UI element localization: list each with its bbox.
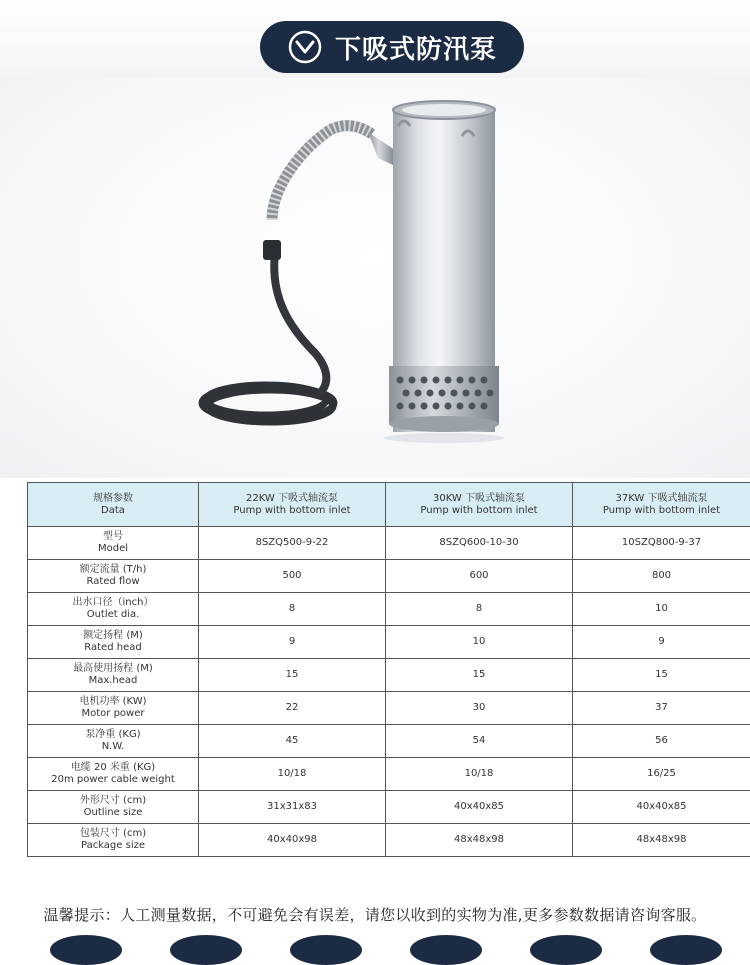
table-cell: 40x40x85 [573,791,750,824]
table-cell: 54 [386,725,573,758]
row-label: 型号 Model [28,527,199,560]
table-row [28,725,750,758]
title-banner [260,21,524,73]
table-row [28,659,750,692]
decorative-arc [410,935,482,965]
table-cell: 40x40x98 [199,824,386,857]
table-cell: 16/25 [573,758,750,791]
header-cell: 规格参数 Data [28,483,199,527]
table-row [28,758,750,791]
table-row [28,692,750,725]
table-cell: 600 [386,560,573,593]
table-row [28,527,750,560]
table-cell: 9 [573,626,750,659]
table-cell: 10/18 [199,758,386,791]
table-header-row [28,483,750,527]
table-cell: 30 [386,692,573,725]
row-label: 出水口径（inch） Outlet dia. [28,593,199,626]
row-label: 额定扬程 (M) Rated head [28,626,199,659]
table-cell: 8SZQ500-9-22 [199,527,386,560]
spec-table [27,482,750,857]
decorative-arc [170,935,242,965]
header-cell: 30KW 下吸式轴流泵 Pump with bottom inlet [386,483,573,527]
decorative-arc [530,935,602,965]
table-cell: 22 [199,692,386,725]
row-label: 电机功率 (KW) Motor power [28,692,199,725]
decorative-arc [650,935,722,965]
row-label: 泵净重 (KG) N.W. [28,725,199,758]
table-cell: 500 [199,560,386,593]
table-cell: 31x31x83 [199,791,386,824]
table-cell: 56 [573,725,750,758]
table-cell: 10 [573,593,750,626]
cable-coil [202,385,334,422]
table-cell: 48x48x98 [386,824,573,857]
table-row [28,626,750,659]
table-row [28,824,750,857]
row-label: 包装尺寸 (cm) Package size [28,824,199,857]
table-cell: 10/18 [386,758,573,791]
table-cell: 37 [573,692,750,725]
row-label: 外形尺寸 (cm) Outline size [28,791,199,824]
table-cell: 15 [199,659,386,692]
header-cell: 37KW 下吸式轴流泵 Pump with bottom inlet [573,483,750,527]
table-cell: 8SZQ600-10-30 [386,527,573,560]
table-cell: 45 [199,725,386,758]
table-cell: 8 [199,593,386,626]
product-photo-area [0,78,750,478]
footer-note: 温馨提示：人工测量数据，不可避免会有误差，请您以收到的实物为准,更多参数数据请咨询客服。 [0,904,750,925]
row-label: 额定流量 (T/h) Rated flow [28,560,199,593]
table-cell: 15 [386,659,573,692]
table-cell: 15 [573,659,750,692]
table-row [28,791,750,824]
decorative-arc [290,935,362,965]
pump-illustration [0,78,750,478]
table-cell: 10SZQ800-9-37 [573,527,750,560]
header-cell: 22KW 下吸式轴流泵 Pump with bottom inlet [199,483,386,527]
table-cell: 10 [386,626,573,659]
row-label: 电缆 20 米重 (KG) 20m power cable weight [28,758,199,791]
table-cell: 9 [199,626,386,659]
table-row [28,593,750,626]
cable-connector [263,240,281,260]
table-cell: 48x48x98 [573,824,750,857]
chevron-down-circle-icon [287,29,323,65]
table-cell: 8 [386,593,573,626]
page-title: 下吸式防汛泵 [335,29,497,66]
table-cell: 800 [573,560,750,593]
table-cell: 40x40x85 [386,791,573,824]
decorative-arc [50,935,122,965]
table-row [28,560,750,593]
row-label: 最高使用扬程 (M) Max.head [28,659,199,692]
